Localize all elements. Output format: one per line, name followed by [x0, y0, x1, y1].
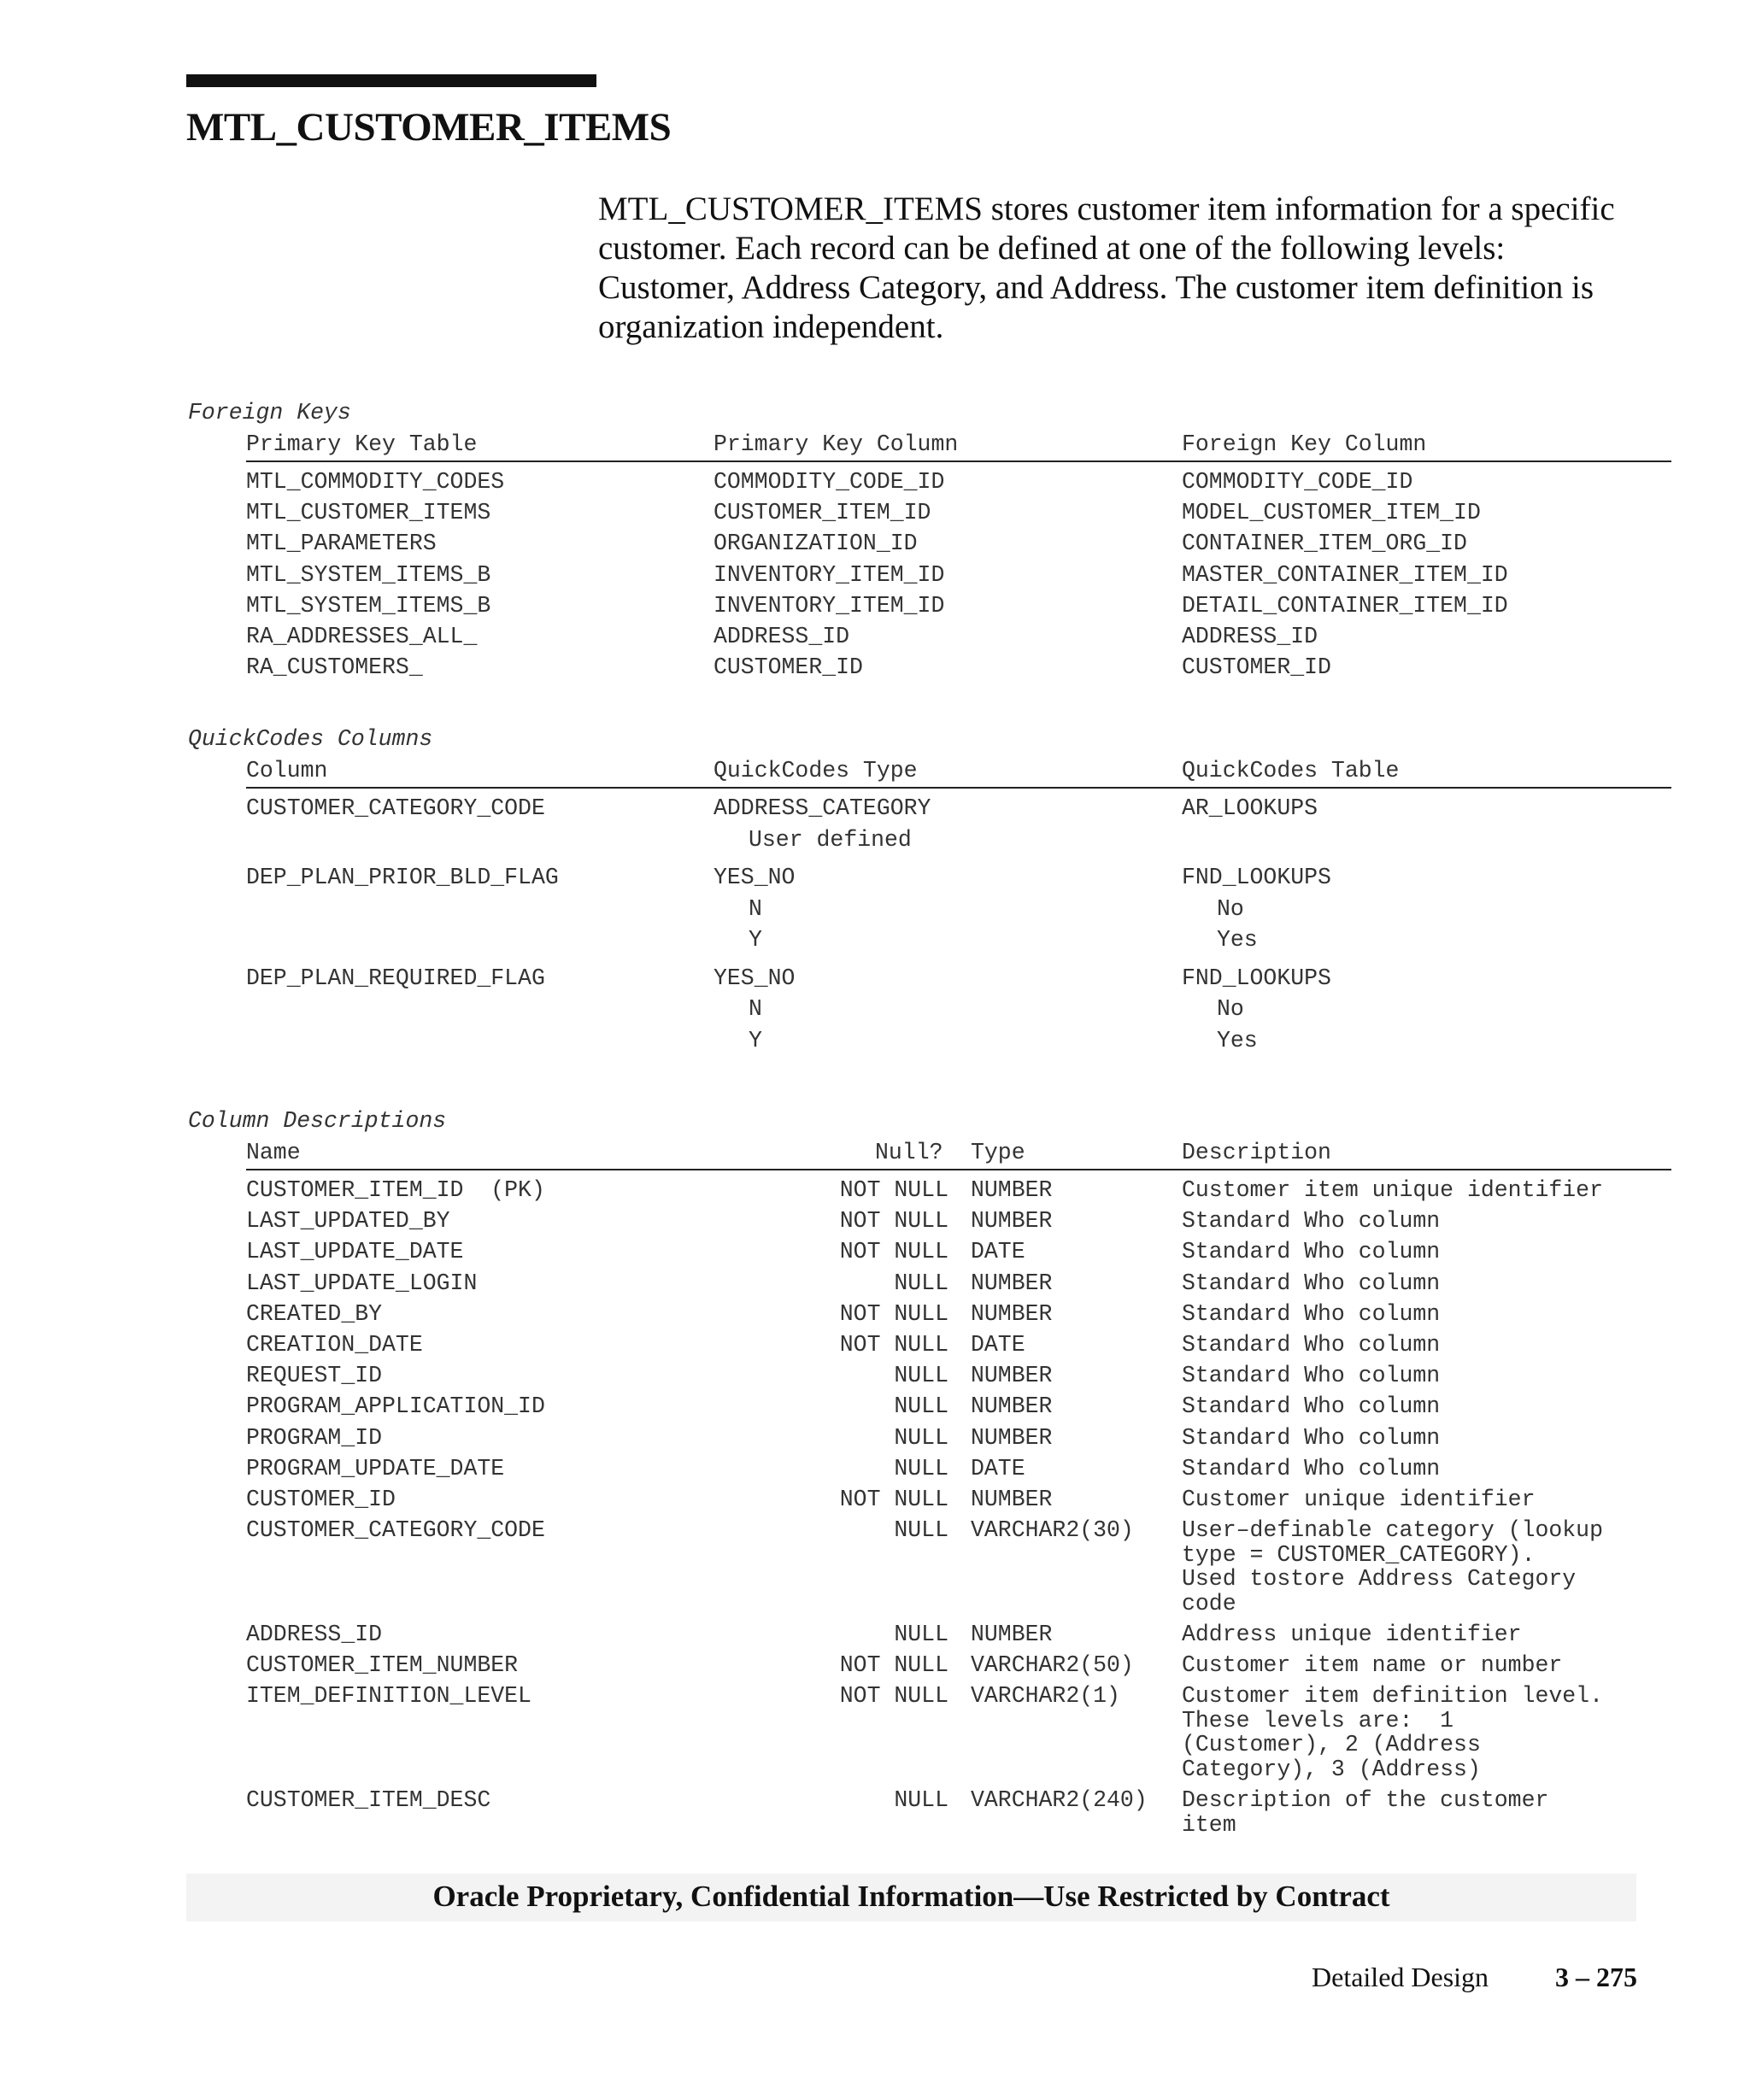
table-row [0, 531, 1675, 562]
column-null-cell: NULL [894, 1455, 948, 1481]
column-row [0, 1426, 1675, 1457]
table-row [0, 655, 1675, 686]
pk-table-cell: RA_ADDRESSES_ALL_ [246, 624, 478, 649]
pk-table-cell: MTL_COMMODITY_CODES [246, 469, 505, 495]
column-description-cell: Standard Who column [1182, 1300, 1441, 1327]
confidential-notice: Oracle Proprietary, Confidential Information––Use Restricted by Contract [432, 1880, 1390, 1913]
column-description-cell: Standard Who column [1182, 1208, 1441, 1235]
cd-header-type: Type [971, 1140, 1025, 1165]
column-null-cell: NULL [894, 1363, 948, 1389]
pk-table-cell: MTL_SYSTEM_ITEMS_B [246, 592, 491, 619]
quickcode-value-row [0, 828, 1675, 859]
column-type-cell: NUMBER [971, 1363, 1053, 1389]
column-name-cell: CUSTOMER_ITEM_NUMBER [246, 1652, 519, 1679]
quickcode-table-cell: FND_LOOKUPS [1182, 965, 1331, 991]
column-name-cell: CUSTOMER_CATEGORY_CODE [246, 1517, 545, 1544]
fk-column-cell: DETAIL_CONTAINER_ITEM_ID [1182, 592, 1508, 619]
quickcode-value-meaning: Yes [1217, 927, 1258, 953]
column-null-cell: NOT NULL [839, 1208, 948, 1235]
column-type-cell: NUMBER [971, 1621, 1053, 1647]
foreign-keys-label: Foreign Keys [188, 400, 351, 425]
fk-column-cell: MODEL_CUSTOMER_ITEM_ID [1182, 500, 1481, 526]
quickcodes-label: QuickCodes Columns [188, 726, 433, 752]
quickcode-column-cell: DEP_PLAN_PRIOR_BLD_FLAG [246, 865, 559, 890]
column-null-cell: NOT NULL [839, 1177, 948, 1203]
pk-column-cell: INVENTORY_ITEM_ID [714, 592, 945, 619]
fk-header-pk-column: Primary Key Column [714, 431, 959, 457]
column-null-cell: NULL [894, 1621, 948, 1647]
column-null-cell: NULL [894, 1787, 948, 1813]
column-type-cell: VARCHAR2(30) [971, 1517, 1134, 1544]
column-null-cell: NULL [894, 1424, 948, 1451]
pk-column-cell: CUSTOMER_ID [714, 654, 863, 681]
quickcode-value-row [0, 897, 1675, 928]
column-name-cell: PROGRAM_UPDATE_DATE [246, 1455, 505, 1481]
title-rule [186, 74, 596, 87]
column-null-cell: NOT NULL [839, 1683, 948, 1710]
column-type-cell: DATE [971, 1455, 1025, 1481]
fk-column-cell: MASTER_CONTAINER_ITEM_ID [1182, 561, 1508, 588]
column-name-cell: CUSTOMER_ITEM_ID (PK) [246, 1177, 545, 1203]
column-description-cell: Standard Who column [1182, 1424, 1441, 1451]
qc-header-type: QuickCodes Type [714, 758, 918, 783]
quickcode-table-cell: AR_LOOKUPS [1182, 795, 1318, 821]
column-name-cell: CREATED_BY [246, 1300, 383, 1327]
column-type-cell: VARCHAR2(240) [971, 1787, 1148, 1813]
quickcode-value-meaning: Yes [1217, 1027, 1258, 1053]
column-description-cell: Standard Who column [1182, 1363, 1441, 1389]
column-type-cell: DATE [971, 1239, 1025, 1265]
column-type-cell: NUMBER [971, 1424, 1053, 1451]
fk-column-cell: CONTAINER_ITEM_ORG_ID [1182, 531, 1467, 557]
quickcode-value-meaning: No [1217, 895, 1244, 922]
column-type-cell: DATE [971, 1332, 1025, 1358]
column-row [0, 1364, 1675, 1394]
column-description-cell: Standard Who column [1182, 1332, 1441, 1358]
column-row [0, 1333, 1675, 1364]
column-null-cell: NULL [894, 1517, 948, 1544]
column-row [0, 1178, 1675, 1209]
column-description-cell: Standard Who column [1182, 1270, 1441, 1296]
quickcode-value-meaning: No [1217, 996, 1244, 1022]
pk-table-cell: MTL_PARAMETERS [246, 531, 437, 557]
column-descriptions-label: Column Descriptions [188, 1108, 447, 1134]
column-type-cell: VARCHAR2(50) [971, 1652, 1134, 1679]
column-null-cell: NOT NULL [839, 1239, 948, 1265]
column-type-cell: NUMBER [971, 1177, 1053, 1203]
column-row [0, 1683, 1675, 1782]
pk-table-cell: MTL_SYSTEM_ITEMS_B [246, 561, 491, 588]
quickcode-type-cell: YES_NO [714, 865, 796, 890]
quickcode-value-code: Y [749, 927, 762, 953]
footer-section-name: Detailed Design [1312, 1962, 1489, 1992]
column-row [0, 1209, 1675, 1240]
quickcode-row [0, 966, 1675, 997]
fk-header-fk-column: Foreign Key Column [1182, 431, 1427, 457]
column-type-cell: NUMBER [971, 1393, 1053, 1420]
page-title: MTL_CUSTOMER_ITEMS [186, 105, 672, 150]
column-null-cell: NOT NULL [839, 1300, 948, 1327]
column-description-cell: User–definable category (lookup type = CUSTOMER_CATEGORY). Used tostore Address Category code [1182, 1517, 1603, 1616]
column-description-cell: Customer item unique identifier [1182, 1177, 1603, 1203]
column-name-cell: ITEM_DEFINITION_LEVEL [246, 1683, 531, 1710]
column-name-cell: CREATION_DATE [246, 1332, 423, 1358]
column-name-cell: REQUEST_ID [246, 1363, 383, 1389]
quickcode-value-row [0, 1029, 1675, 1059]
table-row [0, 625, 1675, 655]
pk-table-cell: MTL_CUSTOMER_ITEMS [246, 500, 491, 526]
pk-table-cell: RA_CUSTOMERS_ [246, 654, 423, 681]
quickcode-column-cell: CUSTOMER_CATEGORY_CODE [246, 795, 545, 821]
column-description-cell: Standard Who column [1182, 1393, 1441, 1420]
pk-column-cell: ORGANIZATION_ID [714, 531, 918, 557]
column-row [0, 1271, 1675, 1302]
column-type-cell: NUMBER [971, 1270, 1053, 1296]
column-description-cell: Customer item name or number [1182, 1652, 1563, 1679]
column-row [0, 1302, 1675, 1333]
cd-header-null: Null? [875, 1140, 943, 1165]
quickcode-column-cell: DEP_PLAN_REQUIRED_FLAG [246, 965, 545, 991]
quickcode-value-row [0, 997, 1675, 1028]
quickcode-value-row [0, 928, 1675, 959]
column-description-cell: Address unique identifier [1182, 1621, 1522, 1647]
fk-header-pk-table: Primary Key Table [246, 431, 478, 457]
column-description-cell: Customer item definition level. These levels are: 1 (Customer), 2 (Address Category), 3 (Address) [1182, 1683, 1603, 1782]
column-null-cell: NULL [894, 1270, 948, 1296]
table-row [0, 563, 1675, 594]
column-row [0, 1240, 1675, 1270]
fk-column-cell: CUSTOMER_ID [1182, 654, 1331, 681]
column-name-cell: PROGRAM_ID [246, 1424, 383, 1451]
quickcodes-header [246, 758, 1671, 789]
quickcode-value-code: User defined [749, 826, 912, 853]
column-row [0, 1394, 1675, 1425]
column-name-cell: LAST_UPDATE_LOGIN [246, 1270, 478, 1296]
table-description: MTL_CUSTOMER_ITEMS stores customer item information for a specific customer. Each record can be defined at one of the following levels: Customer, Address Category, and Address. The customer item definition is organization independent. [598, 191, 1615, 345]
column-name-cell: CUSTOMER_ITEM_DESC [246, 1787, 491, 1813]
cd-header-name: Name [246, 1140, 301, 1165]
pk-column-cell: COMMODITY_CODE_ID [714, 469, 945, 495]
cd-header-description: Description [1182, 1140, 1331, 1165]
column-row [0, 1517, 1675, 1616]
qc-header-table: QuickCodes Table [1182, 758, 1400, 783]
column-description-cell: Standard Who column [1182, 1239, 1441, 1265]
pk-column-cell: INVENTORY_ITEM_ID [714, 561, 945, 588]
column-null-cell: NOT NULL [839, 1652, 948, 1679]
column-type-cell: NUMBER [971, 1487, 1053, 1512]
quickcode-value-code: N [749, 996, 762, 1022]
column-name-cell: LAST_UPDATED_BY [246, 1208, 450, 1235]
column-row [0, 1653, 1675, 1684]
quickcode-type-cell: ADDRESS_CATEGORY [714, 795, 931, 821]
column-row [0, 1487, 1675, 1518]
column-name-cell: CUSTOMER_ID [246, 1487, 396, 1512]
table-row [0, 501, 1675, 531]
pk-column-cell: ADDRESS_ID [714, 624, 850, 649]
table-row [0, 470, 1675, 501]
quickcode-value-code: N [749, 895, 762, 922]
column-descriptions-header [246, 1140, 1671, 1170]
column-description-cell: Description of the customer item [1182, 1787, 1549, 1838]
quickcode-table-cell: FND_LOOKUPS [1182, 865, 1331, 890]
column-description-cell: Customer unique identifier [1182, 1487, 1536, 1512]
column-name-cell: PROGRAM_APPLICATION_ID [246, 1393, 545, 1420]
column-row [0, 1622, 1675, 1653]
column-null-cell: NULL [894, 1393, 948, 1420]
column-row [0, 1457, 1675, 1487]
quickcode-row [0, 865, 1675, 896]
quickcode-value-code: Y [749, 1027, 762, 1053]
column-type-cell: VARCHAR2(1) [971, 1683, 1120, 1710]
page-number: 3 – 275 [1555, 1962, 1637, 1992]
qc-header-column: Column [246, 758, 328, 783]
foreign-keys-header [246, 431, 1671, 462]
quickcode-row [0, 796, 1675, 827]
column-type-cell: NUMBER [971, 1300, 1053, 1327]
fk-column-cell: ADDRESS_ID [1182, 624, 1318, 649]
table-row [0, 594, 1675, 625]
column-null-cell: NOT NULL [839, 1487, 948, 1512]
column-description-cell: Standard Who column [1182, 1455, 1441, 1481]
column-null-cell: NOT NULL [839, 1332, 948, 1358]
quickcode-type-cell: YES_NO [714, 965, 796, 991]
column-name-cell: LAST_UPDATE_DATE [246, 1239, 464, 1265]
column-name-cell: ADDRESS_ID [246, 1621, 383, 1647]
pk-column-cell: CUSTOMER_ITEM_ID [714, 500, 931, 526]
column-type-cell: NUMBER [971, 1208, 1053, 1235]
fk-column-cell: COMMODITY_CODE_ID [1182, 469, 1413, 495]
column-row [0, 1787, 1675, 1838]
